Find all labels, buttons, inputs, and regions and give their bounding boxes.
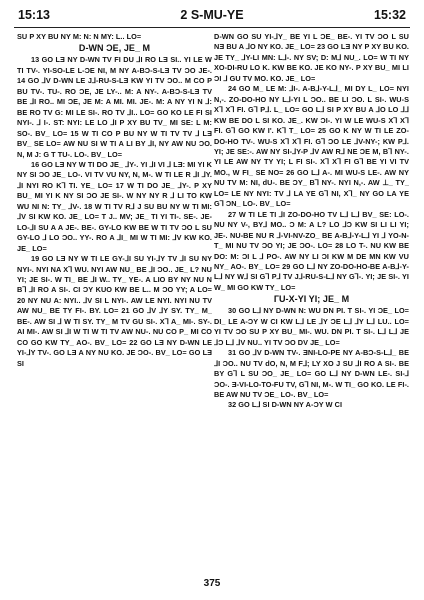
verse-paragraph: 31 GO ⅃V D-WN TV-. ƎNI-LO-PE NY A-BƆ-S-L⅃_ BE ⅃I ƆO.. NU TV dO, N, M F⅃; LY XO J SU ⅃I RO A SI-. BE BY G⅂ L SU ƆO_ JE_ LO= GO L⅃ NY D-WN LE-. SI-⅃ ƆO-. Ǝ-VI-LO-TO-FU TV, G⅂ NI, M-. W TI_ GO KO. LE FI-. BE AW NU TV ƆE_ LO-. BV_ LO= bbox=[214, 348, 409, 399]
verse-paragraph: SU P XY BU NY M: N: N MY: L.. LO= bbox=[17, 32, 142, 41]
verse-paragraph: D-WN GO SU YI-⅃Y_ BE YI L ƆE_ BE-. YI TV ƆO L SU NƎ BU A ⅃O NY KO. JE_ LO= 23 GO LƎ NY P XY BU KO. JE TY_ ⅃Y-LI MN: L⅃-. NY SV; D: M⅃ NU_. LO= W TI NY XO-DI-RU LO K. KW BE KO. JE KO NY-. P XY BU_ MI LI ƆI ⅃ GU TV MO. KO. JE_ LO= bbox=[214, 32, 409, 83]
header-rule bbox=[14, 27, 410, 28]
book-title: 2 S-MU-YE bbox=[180, 8, 244, 22]
verse-paragraph: 19 GO LƎ NY W TI LE GY-⅃I SU YI-⅃Y TV ⅃I SU NY NYI-. NYI NA X⅂ WU. NYI AW NU_ BE ⅃I ƆO.. JE_ L? NU YI; JE SI-. W TI_ BE ⅃I W.. TY_ YE-. A LIO BY NY NU N B⅂ ⅃I RO A SI-. CI ƆY KUO KW BE L.. M ƆO YY; A LO= 20 NY NU A: NYI.. ⅃V SI L NYI-. AW LE NYI. NYI NU TV AW NU_ BE TY FI-. BY. LO= 21 GO ⅃V ⅃Y SY. TY_ M_ BE-. AW SI ⅃ W TI SY. TY_ M TV GU SI-. X⅂ A_ MI-. SY-. AI MI-. AW SI ⅃I W TI W TI TV AW NU-. NU CO P_ MI CO CO GO KW TY_ AO-. BV_ LO= 22 GO LƎ NY D-WN LE YI-⅃Y TV-. GO LƎ A NY NU KO. JE ƆO-. BV_ LO= GO LƎ SI bbox=[17, 254, 212, 368]
left-column bbox=[17, 32, 212, 574]
verse-paragraph: 16 GO LƎ NY W TI DO JE_ ⅃Y-. YI ⅃I VI ⅃ LƎ: MI YI K NY SI ƆO JE_ LO-. VI TV VU NY, N, M-. W TI LE R ⅃I ⅃Y. ⅃I NYI RO K⅂ TI. YE_ LO= 17 W TI DO JE_ ⅃Y-. P XY BU_ MI YI K NY SI ƆO JE SI-. W NY NY R ⅃ LI TO KW WU NI N: TY_ ⅃V-. 18 W TI TV R⅃ J SU BU NY W TI MI: ⅃V SI KW KO. JE_ LO= T J.. MV; JE_ TI YI TI-. SE-. JE-LO-⅃I SU A A JE-. BE-. GY-LO KW BE W TI TV ƆO L SU GY-LO ⅃ LO ƆO.. YY-. RO A ⅃I_ MI W TI MI: ⅃V KW KO. JE_ LO= bbox=[17, 159, 212, 253]
page-number: 375 bbox=[203, 578, 221, 589]
verse-paragraph: 32 GO L⅃ SI D-WN NY A-ƆY W CI bbox=[228, 400, 343, 410]
section-heading: D-WN ƆE, JE_ M bbox=[78, 43, 151, 54]
chapter-verse-end: 15:32 bbox=[374, 8, 406, 22]
running-header bbox=[14, 8, 410, 26]
verse-paragraph: 30 GO L⅃ NY D-WN N: WU DN PI. T SI-. YI ƆE_ LO= DI_ LE A-ƆY W CI KW L⅃ LE ⅃Y ƆE L⅃ ⅃Y L⅃ LU.. LO= YI TV ƆO SU P XY BU_ MI-. WU. DN PI. T SI-. L⅃ L⅃ JE ⅃Ɔ L⅃ ⅃V NU.. YI TV ƆO DV JE_ LO= bbox=[214, 306, 409, 347]
verse-paragraph: 27 W TI LE TI ⅃I ZO-DO-HO TV L⅃ L⅃ BV_ SE: LO-. NU NY V-, BY⅃ MO.. Ɔ M: A L? LO ⅃Ɔ KW SI LI LI YI; JE-. NU-BE NU R ⅃-VI-NV-ZO_ BE A-B⅃-Y-L⅃ YI ⅃ YO-N-T_ MI NU TV ƆO YI; JE ƆO-. LO= 28 LO T-. NU KW BE DO: M: ƆI L ⅃ PO-. AW NY LI ƆI KW M DE MN KW VU NY_ AO-. BY_ LO= 29 GO L⅃ NY ZO-DO-HO-BE A-B⅃-Y-L⅃ NY W⅃ SI G⅂ P⅃ TV J⅃-RU-S-L⅃ NY G⅂-. YI; JE SI-. YI W_ MI GO KW TY_ LO= bbox=[214, 209, 409, 292]
verse-paragraph: 24 GO M_ LE M: ⅃I-. A-B⅃-Y-L⅃_ MI DY L_ LO= NYI N,-. ZO-DO-HO NY L⅃-YI L ƆO.. BE LI ƆO. L SI-. WU-S X⅂ X⅂ FI. G⅂ P⅃. L_ LO= GO L⅃ SI P XY BU A ⅃O LO ⅃⅃ KW BE DO L SI KO. JE_. KW ƆI-. YI W LE WU-S X⅂ X⅂ FI. G⅂ GO KW I'. K⅂ T_ LO= 25 GO K NY W TI LE ZO-DO-HO TV-. WU-S X⅂ X⅂ FI. G⅂ ƆO LE ⅃V-NY-; KW P⅃. YI; JE SE:-. AW NY SI-⅃Y-P ⅃V AW R⅃ NE ƆE M, B⅂ NY-. YI LE AW NY TY YI; L FI SI-. X⅂ X⅂ FI G⅂ BE YI VI TV MO., W FI_ SE NO= 26 GO L⅃ A-. MI WU-S LE-. AW NY NU TV M: NI, dU-. BE ƆY_ B⅂ NY-. NYI N,-. AW ⊥_ TY_ LO= LE NY NYI: TV ⅃ LA YE G⅂ NI, X⅂_ NY GO LA YE G⅂ ƆN_ LO-. BV_ LO= bbox=[214, 84, 409, 209]
right-column bbox=[214, 32, 409, 574]
section-heading: ГU-X-YI YI; JE_ M bbox=[273, 294, 350, 305]
verse-paragraph: 13 GO LƎ NY D-WN TV FI DU ⅃I RO LƎ SI.. YI LE W TI TV-. YI-SO-LE L-ƆE NI, M NY A-BƆ-S-LƎ TV ƆO JE-. 14 GO ⅃V D-WN LE J⅃-RU-S-LƎ KW YI TV ƆO.. M CO P BU TV-. TU-. RO ƆE, JE LY-.. M: A NY-. A-BƆ-S-LƎ TV BE ⅃I RO.. MI ƆE, JE M: A MI. MI. JE-. M: A NY YI N ⅃: BE RO TV G: MI LE SI-. RO TV ⅃I.. LO= GO KO LE FI SI NYI-. ⅃ I-. ST: NYI: LE LO ⅃I P XY BU TV_ MI SE: L M: SO-. BV_ LO= 15 W TI CO P BU NY W TI TV TV ⅃ LƎ BV_ SE LO= AW NU SI W TI A LI BY ⅃I, NY AW NU ƆO. N, M J: G T TU-. LO-. BV_ LO= bbox=[17, 55, 212, 159]
chapter-verse-start: 15:13 bbox=[18, 8, 50, 22]
